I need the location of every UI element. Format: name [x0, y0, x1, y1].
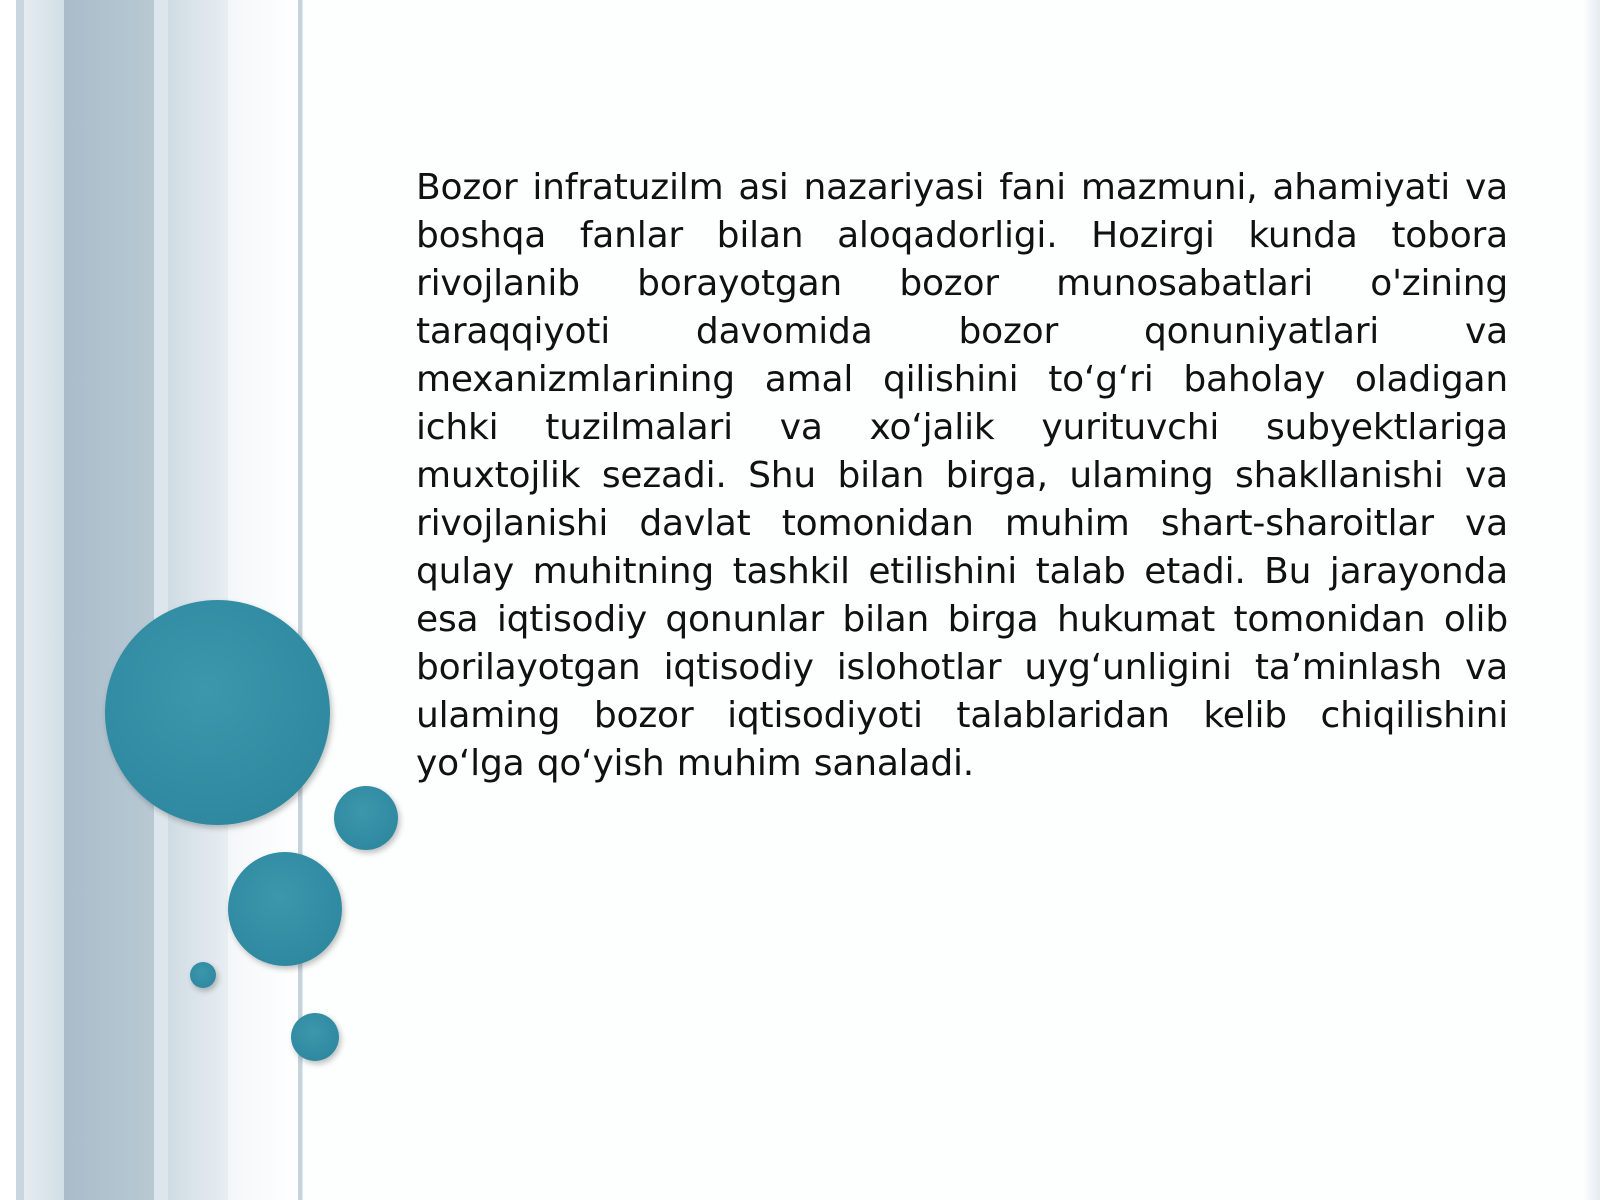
decorative-circle-medium	[228, 852, 342, 966]
decorative-stripe	[16, 0, 24, 1200]
decorative-circle-large	[105, 600, 330, 825]
decorative-stripe	[24, 0, 64, 1200]
decorative-stripe	[228, 0, 300, 1200]
decorative-circle-small	[291, 1013, 339, 1061]
decorative-stripe	[64, 0, 154, 1200]
decorative-circle-tiny	[190, 962, 216, 988]
decorative-right-edge	[1582, 0, 1600, 1200]
decorative-stripe	[0, 0, 16, 1200]
decorative-circle-small	[334, 786, 398, 850]
slide-body-text: Bozor infratuzilm asi nazariyasi fani mazmuni, ahamiyati va boshqa fanlar bilan aloqadorligi. Hozirgi kunda tobora rivojlanib borayotgan bozor munosabatlari o'zining taraqqiyoti davomida bozor qonuniyatlari va mexanizmlarining amal qilishini to‘g‘ri baholay oladigan ichki tuzilmalari va xo‘jalik yurituvchi subyektlariga muxtojlik sezadi. Shu bilan birga, ulaming shakllanishi va rivojlanishi davlat tomonidan muhim shart-sharoitlar va qulay muhitning tashkil etilishini talab etadi. Bu jarayonda esa iqtisodiy qonunlar bilan birga hukumat tomonidan olib borilayotgan iqtisodiy islohotlar uyg‘unligini ta’minlash va ulaming bozor iqtisodiyoti talablaridan kelib chiqilishini yo‘lga qo‘yish muhim sanaladi.	[416, 167, 1508, 784]
decorative-stripe	[154, 0, 168, 1200]
